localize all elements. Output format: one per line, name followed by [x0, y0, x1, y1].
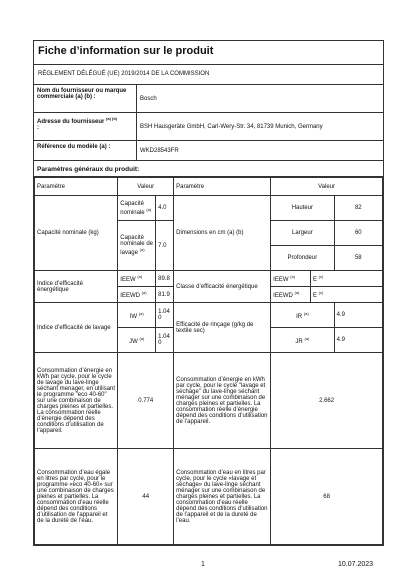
- class-ieewd-value: E: [312, 293, 317, 299]
- jr-sup: (a): [304, 335, 310, 341]
- water-wash-text: Consommation d’eau égale en litres par cycle, pour le programme «eco 40-60» sur une combinaison de charges pleines et partielles. La consommation d’eau réelle dépend des conditions d’utilisation de l’appareil et de la dureté de l’eau.: [35, 449, 118, 545]
- supplier-address-value: BSH Hausgeräte GmbH, Carl-Wery-Str. 34, 81739 Munich, Germany: [140, 123, 323, 130]
- height-label: Hauteur: [271, 196, 334, 221]
- ieewd-label: IEEWD: [120, 293, 140, 299]
- energy-wash-value: 0.774: [118, 353, 174, 449]
- ir-value: 4.9: [334, 303, 382, 328]
- ieew-value: 89.8: [156, 271, 174, 287]
- rinse-label: Efficacité de rinçage (g/kg de textile sec): [174, 303, 271, 353]
- cap-wash-sup: (a): [146, 206, 152, 212]
- model-row: [34, 141, 383, 161]
- height-value: 82: [334, 196, 382, 221]
- jw-value: 1.04 0: [156, 328, 174, 353]
- depth-value: 58: [334, 246, 382, 271]
- energy-wd-text: Consommation d’énergie en kWh par cycle, pour le cycle "lavage et séchage" du lave-linge séchant ménager sur une combinaison de charges pleines et partielles. La consommation réelle d’énergie dépend des conditions d’utilisation de l’appareil.: [174, 353, 271, 449]
- cap-wash-value: 4.0: [156, 196, 174, 221]
- jr-label: JR: [295, 338, 303, 345]
- depth-label: Profondeur: [271, 246, 334, 271]
- jw-label-cell: [118, 328, 156, 353]
- iw-label-cell: [118, 303, 156, 328]
- jw-sup: (a): [139, 335, 145, 341]
- class-ieewd-value-sup: (c): [318, 290, 324, 295]
- cap-lav-label: Capacité nominale de lavage: [120, 235, 153, 256]
- cap-wash-label: Capacité nominale: [120, 200, 145, 216]
- eei-label: Indice d’efficacité énergétique: [35, 271, 118, 303]
- class-ieew-value: E: [312, 277, 317, 283]
- water-wd-text: Consommation d’eau en litres par cycle, pour le cycle «lavage et séchage» du lave-linge séchant ménager sur une combinaison de charges pleines et partielles. La consommation d’eau réelle dépend des conditions d’utilisation de l’appareil et de la dureté de l’eau.: [174, 449, 271, 545]
- energy-wd-value: 2.662: [271, 353, 383, 449]
- params-table: [34, 177, 383, 545]
- supplier-address-label: Adresse du fournisseur: [37, 119, 105, 125]
- ir-label-cell: [271, 303, 334, 328]
- sheet-title: Fiche d’information sur le produit: [34, 41, 383, 65]
- class-ieew-value-cell: [310, 271, 382, 287]
- class-ieew-sup: (a): [290, 274, 296, 279]
- jr-value: 4.9: [334, 328, 382, 353]
- model-label: Référence du modèle (a) :: [34, 141, 137, 160]
- ieew-label: IEEW: [120, 277, 136, 283]
- iw-label: IW: [129, 313, 138, 320]
- page-number: 1: [201, 561, 205, 568]
- class-ieewd-label-cell: [271, 287, 311, 303]
- col-header-param-right: Paramètre: [174, 178, 271, 196]
- jr-label-cell: [271, 328, 334, 353]
- params-table-wrap: [34, 177, 383, 545]
- class-ieew-label: IEEW: [273, 277, 289, 283]
- supplier-address-colon: :: [37, 125, 39, 131]
- ieew-sup: (a): [137, 274, 143, 279]
- ieewd-value: 81.9: [156, 287, 174, 303]
- ieewd-label-cell: [118, 287, 156, 303]
- supplier-name-label: Nom du fournisseur ou marque commerciale (a) (b) :: [34, 85, 137, 112]
- product-information-sheet: [33, 40, 384, 546]
- water-wd-value: 68: [271, 449, 383, 545]
- col-header-param-left: Paramètre: [35, 178, 118, 196]
- supplier-name-row: [34, 85, 383, 113]
- ir-label: IR: [296, 313, 303, 320]
- ir-sup: (a): [303, 310, 309, 316]
- cap-lav-sup: (a): [139, 247, 145, 252]
- class-ieewd-value-cell: [310, 287, 382, 303]
- col-header-value-right: Valeur: [271, 178, 383, 196]
- width-value: 60: [334, 221, 382, 246]
- dims-label: Dimensions en cm (a) (b): [174, 196, 271, 271]
- ieew-label-cell: [118, 271, 156, 287]
- cap-lav-label-cell: [118, 221, 156, 271]
- supplier-name-value: Bosch: [140, 95, 157, 102]
- col-header-value-left: Valeur: [118, 178, 174, 196]
- regulation-line: RÈGLEMENT DÉLÉGUÉ (UE) 2019/2014 DE LA COMMISSION: [34, 65, 383, 85]
- water-wash-value: 44: [118, 449, 174, 545]
- class-ieew-value-sup: (c): [318, 274, 324, 279]
- iw-sup: (a): [138, 310, 144, 316]
- supplier-address-sup: (a) (b): [106, 116, 118, 121]
- supplier-address-row: [34, 113, 383, 141]
- wash-label: Indice d’efficacité de lavage: [35, 303, 118, 353]
- class-ieewd-label: IEEWD: [273, 293, 293, 299]
- supplier-address-label-cell: [34, 113, 137, 140]
- class-ieew-label-cell: [271, 271, 311, 287]
- jw-label: JW: [129, 338, 138, 345]
- ieewd-sup: (a): [141, 290, 147, 295]
- general-params-heading: Paramètres généraux du produit:: [34, 161, 383, 177]
- capacity-label: Capacité nominale (kg): [35, 196, 118, 271]
- cap-wash-label-cell: [118, 196, 156, 221]
- cap-lav-value: 7.0: [156, 221, 174, 271]
- iw-value: 1.04 0: [156, 303, 174, 328]
- energy-wash-text: Consommation d’énergie en kWh par cycle, pour le cycle de lavage du lave-linge séchant menager, en utilisant le programme "eco 40-60" sur une combinaison de charges pleines et partielles. La consommation réelle d’énergie dépend des conditions d’utilisation de l’appareil.: [35, 353, 118, 449]
- class-ieewd-sup: (a): [294, 290, 300, 295]
- class-label: Classe d’efficacité énergétique: [174, 271, 271, 303]
- model-value: WKD28543FR: [140, 147, 179, 154]
- width-label: Largeur: [271, 221, 334, 246]
- footer-date: 10.07.2023: [338, 561, 374, 568]
